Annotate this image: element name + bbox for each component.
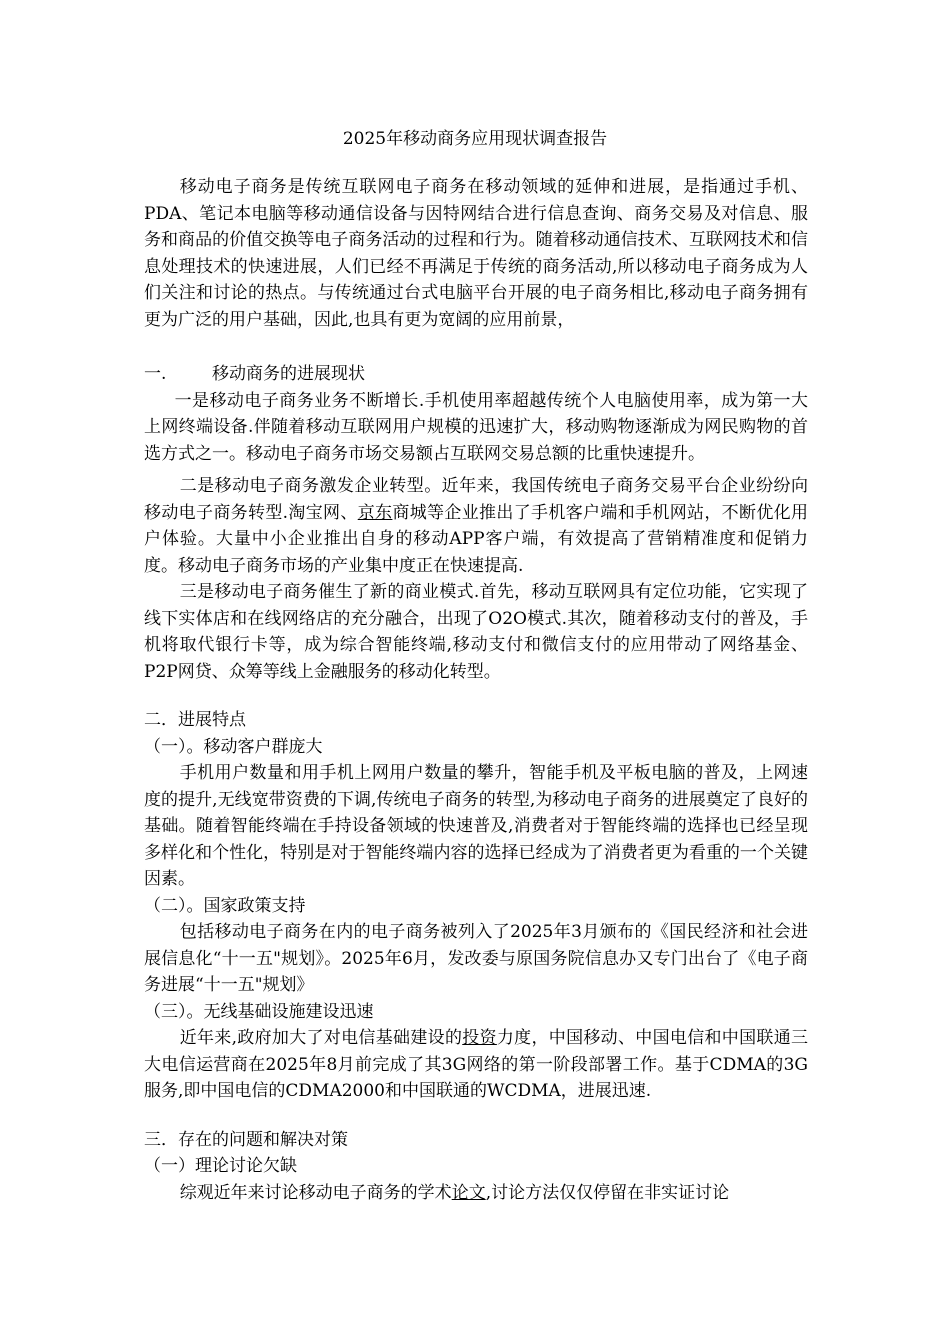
section-3-sub-1-heading: （一）理论讨论欠缺 <box>144 1156 297 1176</box>
section-1-paragraph-2-text-a: 二是移动电子商务激发企业转型。近年来，我国传统电子商务交易平台企业纷纷向移动电子商务转型.淘宝网、 <box>144 476 808 523</box>
section-2-sub-3-text-a: 近年来,政府加大了对电信基础建设的 <box>179 1028 463 1048</box>
section-1-number: 一. <box>144 364 167 384</box>
section-2-sub-2-heading: （二）。国家政策支持 <box>144 895 306 916</box>
section-2-heading: 二．进展特点 <box>144 710 246 730</box>
section-1-paragraph-3: 三是移动电子商务催生了新的商业模式.首先，移动互联网具有定位功能，它实现了线下实体店和在线网络店的充分融合，出现了O2O模式.其次，随着移动支付的普及，手机将取代银行卡等，成为综合智能终端,移动支付和微信支付的应用带动了网络基金、P2P网贷、众筹等线上金融服务的移动化转型。 <box>144 582 808 682</box>
section-2-sub-1-heading: （一）。移动客户群庞大 <box>144 736 323 757</box>
section-1-title: 移动商务的进展现状 <box>212 364 365 384</box>
section-1-paragraph-2-text-b: 商城等企业推出了手机客户端和手机网站，不断优化用户体验。大量中小企业推出自身的移动APP客户端，有效提高了营销精准度和促销力度。移动电子商务市场的产业集中度正在快速提高. <box>144 502 809 576</box>
section-1-paragraph-2 <box>144 473 808 579</box>
jingdong-link[interactable]: 京东 <box>357 502 393 523</box>
intro-paragraph: 移动电子商务是传统互联网电子商务在移动领域的延伸和进展，是指通过手机、PDA、笔记本电脑等移动通信设备与因特网结合进行信息查询、商务交易及对信息、服务和商品的价值交换等电子商务活动的过程和行为。随着移动通信技术、互联网技术和信息处理技术的快速进展，人们已经不再满足于传统的商务活动,所以移动电子商务成为人们关注和讨论的热点。与传统通过台式电脑平台开展的电子商务相比,移动电子商务拥有更为广泛的用户基础，因此,也具有更为宽阔的应用前景， <box>144 177 808 330</box>
section-2-sub-2-paragraph: 包括移动电子商务在内的电子商务被列入了2025年3月颁布的《国民经济和社会进展信息化“十一五"规划》。2025年6月，发改委与原国务院信息办又专门出台了《电子商务进展“十一五"规划》 <box>144 922 808 995</box>
thesis-link[interactable]: 论文 <box>451 1182 486 1203</box>
document-body <box>144 174 808 1206</box>
section-3-heading: 三．存在的问题和解决对策 <box>144 1129 348 1150</box>
document-title: 2025年移动商务应用现状调查报告 <box>342 129 608 149</box>
investment-link[interactable]: 投资 <box>462 1028 497 1048</box>
section-2-sub-3-paragraph <box>144 1025 808 1105</box>
section-3-sub-1-text-a: 综观近年来讨论移动电子商务的学术 <box>179 1182 452 1203</box>
section-2-sub-1-paragraph: 手机用户数量和用手机上网用户数量的攀升，智能手机及平板电脑的普及，上网速度的提升,无线宽带资费的下调,传统电子商务的转型,为移动电子商务的进展奠定了良好的基础。随着智能终端在手持设备领域的快速普及,消费者对于智能终端的选择也已经呈现多样化和个性化，特别是对于智能终端内容的选择已经成为了消费者更为看重的一个关键因素。 <box>144 763 808 889</box>
section-1-heading <box>144 361 808 388</box>
section-1-paragraph-1: 一是移动电子商务业务不断增长.手机使用率超越传统个人电脑使用率，成为第一大上网终端设备.伴随着移动互联网用户规模的迅速扩大，移动购物逐渐成为网民购物的首选方式之一。移动电子商务市场交易额占互联网交易总额的比重快速提升。 <box>144 390 808 464</box>
section-2-sub-3-heading: （三）。无线基础设施建设迅速 <box>144 1001 374 1022</box>
section-3-sub-1-text-b: ,讨论方法仅仅停留在非实证讨论 <box>485 1182 730 1203</box>
section-3-sub-1-paragraph <box>144 1180 808 1207</box>
section-2-sub-3-text-b: 力度，中国移动、中国电信和中国联通三大电信运营商在2025年8月前完成了其3G网络的第一阶段部署工作。基于CDMA的3G服务,即中国电信的CDMA2000和中国联通的WCDMA，进展迅速. <box>144 1028 809 1101</box>
